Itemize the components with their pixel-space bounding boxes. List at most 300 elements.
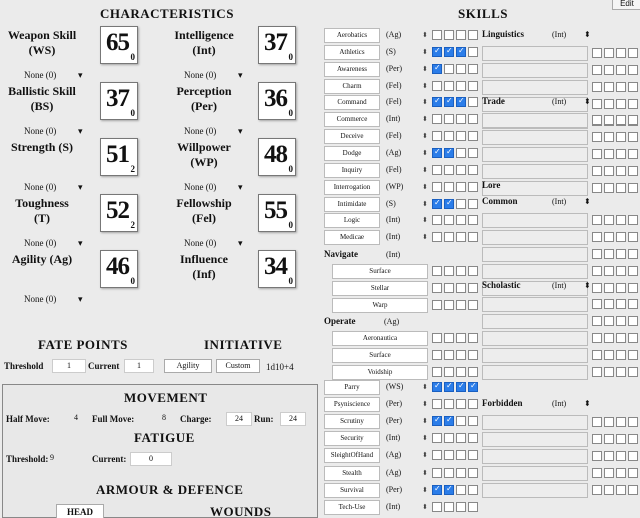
specialist-checkbox[interactable] xyxy=(616,82,626,92)
characteristic-value-box[interactable] xyxy=(100,250,138,288)
chevron-updown-icon[interactable]: ⬍ xyxy=(422,216,428,225)
chevron-updown-icon[interactable]: ⬍ xyxy=(422,383,428,391)
skill-checkbox[interactable] xyxy=(456,382,466,392)
navigate-sub-name[interactable]: Surface xyxy=(332,264,428,279)
advance-select[interactable]: None (0) xyxy=(184,70,217,80)
skill-characteristic[interactable]: (S) xyxy=(386,198,396,208)
skill-characteristic[interactable]: (WP) xyxy=(386,181,404,191)
skill-checkbox[interactable] xyxy=(468,485,478,495)
specialist-checkbox[interactable] xyxy=(592,149,602,159)
skill-checkbox[interactable] xyxy=(444,416,454,426)
specialist-checkbox[interactable] xyxy=(592,132,602,142)
advance-select[interactable]: None (0) xyxy=(184,182,217,192)
specialist-checkbox[interactable] xyxy=(604,299,614,309)
skill-checkbox[interactable] xyxy=(456,333,466,343)
chevron-updown-icon[interactable]: ⬍ xyxy=(584,97,591,106)
chevron-updown-icon[interactable]: ⬍ xyxy=(422,468,428,477)
skill-name[interactable]: Intimidate xyxy=(324,197,380,212)
skill-checkbox[interactable] xyxy=(468,450,478,460)
skill-checkbox[interactable] xyxy=(432,199,442,209)
skill-checkbox[interactable] xyxy=(468,433,478,443)
skill-characteristic[interactable]: (Per) xyxy=(386,399,402,409)
specialist-checkbox[interactable] xyxy=(604,82,614,92)
advance-select[interactable]: None (0) xyxy=(24,238,57,248)
chevron-updown-icon[interactable]: ⬍ xyxy=(584,197,591,206)
skill-checkbox[interactable] xyxy=(456,485,466,495)
specialist-checkbox[interactable] xyxy=(616,183,626,193)
chevron-updown-icon[interactable]: ⬍ xyxy=(422,31,428,39)
advance-select[interactable]: None (0) xyxy=(184,126,217,136)
skill-checkbox[interactable] xyxy=(432,450,442,460)
specialist-checkbox[interactable] xyxy=(628,333,638,343)
skill-checkbox[interactable] xyxy=(432,382,442,392)
specialist-checkbox[interactable] xyxy=(616,283,626,293)
specialist-checkbox[interactable] xyxy=(604,367,614,377)
skill-checkbox[interactable] xyxy=(468,283,478,293)
skill-characteristic[interactable]: (Per) xyxy=(386,484,402,494)
specialist-checkbox[interactable] xyxy=(616,485,626,495)
specialist-checkbox[interactable] xyxy=(604,48,614,58)
specialist-checkbox[interactable] xyxy=(592,299,602,309)
edit-button[interactable]: Edit xyxy=(612,0,640,10)
specialist-checkbox[interactable] xyxy=(604,183,614,193)
skill-checkbox[interactable] xyxy=(432,182,442,192)
specialist-entry[interactable] xyxy=(482,432,588,447)
chevron-updown-icon[interactable]: ⬍ xyxy=(584,281,591,290)
specialist-checkbox[interactable] xyxy=(592,350,602,360)
skill-checkbox[interactable] xyxy=(444,502,454,512)
specialist-checkbox[interactable] xyxy=(628,249,638,259)
skill-characteristic[interactable]: (S) xyxy=(386,46,396,56)
chevron-updown-icon[interactable]: ⬍ xyxy=(422,233,428,242)
chevron-updown-icon[interactable]: ⬍ xyxy=(422,199,428,208)
specialist-checkbox[interactable] xyxy=(628,367,638,377)
specialist-checkbox[interactable] xyxy=(616,417,626,427)
chevron-updown-icon[interactable]: ⬍ xyxy=(422,132,428,141)
fate-current-input[interactable]: 1 xyxy=(124,359,154,373)
fatigue-current-input[interactable]: 0 xyxy=(130,452,172,466)
skill-name[interactable]: Inquiry xyxy=(324,163,380,178)
specialist-entry[interactable] xyxy=(482,348,588,363)
skill-checkbox[interactable] xyxy=(456,416,466,426)
specialist-checkbox[interactable] xyxy=(628,485,638,495)
specialist-entry[interactable] xyxy=(482,466,588,481)
specialist-checkbox[interactable] xyxy=(592,82,602,92)
skill-characteristic[interactable]: (Per) xyxy=(386,416,402,426)
advance-dropdown-icon[interactable]: ▾ xyxy=(78,294,83,304)
skill-checkbox[interactable] xyxy=(444,300,454,310)
specialist-checkbox[interactable] xyxy=(628,183,638,193)
skill-checkbox[interactable] xyxy=(444,148,454,158)
skill-characteristic[interactable]: (Fel) xyxy=(386,131,402,141)
specialist-checkbox[interactable] xyxy=(616,115,626,125)
skill-checkbox[interactable] xyxy=(456,468,466,478)
skill-checkbox[interactable] xyxy=(468,266,478,276)
specialist-entry[interactable] xyxy=(482,113,588,128)
specialist-entry[interactable] xyxy=(482,80,588,95)
specialist-checkbox[interactable] xyxy=(604,149,614,159)
specialist-checkbox[interactable] xyxy=(628,451,638,461)
skill-name[interactable]: Scrutiny xyxy=(324,414,380,429)
advance-dropdown-icon[interactable]: ▾ xyxy=(238,70,243,80)
skill-characteristic[interactable]: (Ag) xyxy=(386,147,402,157)
operate-sub-name[interactable]: Voidship xyxy=(332,365,428,380)
specialist-checkbox[interactable] xyxy=(592,249,602,259)
specialist-checkbox[interactable] xyxy=(616,65,626,75)
specialist-checkbox[interactable] xyxy=(604,65,614,75)
chevron-updown-icon[interactable]: ⬍ xyxy=(422,148,428,157)
skill-checkbox[interactable] xyxy=(432,215,442,225)
characteristic-value-box[interactable] xyxy=(258,138,296,176)
specialist-entry[interactable] xyxy=(482,213,588,228)
specialist-checkbox[interactable] xyxy=(604,485,614,495)
skill-name[interactable]: Medicae xyxy=(324,230,380,245)
specialist-checkbox[interactable] xyxy=(628,149,638,159)
skill-checkbox[interactable] xyxy=(468,333,478,343)
specialist-checkbox[interactable] xyxy=(616,48,626,58)
skill-name[interactable]: Command xyxy=(324,95,380,110)
specialist-checkbox[interactable] xyxy=(628,232,638,242)
navigate-characteristic[interactable]: (Int) xyxy=(386,250,401,259)
chevron-updown-icon[interactable]: ⬍ xyxy=(422,417,428,426)
skill-checkbox[interactable] xyxy=(444,131,454,141)
skill-checkbox[interactable] xyxy=(456,283,466,293)
specialist-checkbox[interactable] xyxy=(604,350,614,360)
specialist-entry[interactable] xyxy=(482,230,588,245)
skill-checkbox[interactable] xyxy=(456,502,466,512)
skill-checkbox[interactable] xyxy=(432,333,442,343)
skill-characteristic[interactable]: (Int) xyxy=(386,215,401,225)
chevron-updown-icon[interactable]: ⬍ xyxy=(422,451,428,460)
head-button[interactable]: HEAD xyxy=(56,504,104,518)
skill-checkbox[interactable] xyxy=(468,502,478,512)
initiative-mode-select[interactable]: Custom xyxy=(216,359,260,373)
skill-name[interactable]: SleightOfHand xyxy=(324,448,380,463)
specialist-checkbox[interactable] xyxy=(592,183,602,193)
advance-dropdown-icon[interactable]: ▾ xyxy=(78,70,83,80)
skill-checkbox[interactable] xyxy=(444,433,454,443)
skill-checkbox[interactable] xyxy=(468,468,478,478)
specialist-checkbox[interactable] xyxy=(604,266,614,276)
specialist-checkbox[interactable] xyxy=(628,166,638,176)
specialist-entry[interactable] xyxy=(482,415,588,430)
skill-checkbox[interactable] xyxy=(456,215,466,225)
skill-checkbox[interactable] xyxy=(456,266,466,276)
specialist-checkbox[interactable] xyxy=(592,485,602,495)
specialist-checkbox[interactable] xyxy=(604,215,614,225)
skill-checkbox[interactable] xyxy=(468,64,478,74)
specialist-checkbox[interactable] xyxy=(604,333,614,343)
specialist-checkbox[interactable] xyxy=(628,283,638,293)
skill-name[interactable]: Commerce xyxy=(324,112,380,127)
skill-characteristic[interactable]: (Fel) xyxy=(386,164,402,174)
specialist-checkbox[interactable] xyxy=(616,249,626,259)
advance-select[interactable]: None (0) xyxy=(24,70,57,80)
skill-checkbox[interactable] xyxy=(456,433,466,443)
specialist-checkbox[interactable] xyxy=(604,468,614,478)
characteristic-value-box[interactable] xyxy=(258,26,296,64)
advance-select[interactable]: None (0) xyxy=(24,294,57,304)
characteristic-value-box[interactable] xyxy=(100,26,138,64)
specialist-checkbox[interactable] xyxy=(604,99,614,109)
specialist-checkbox[interactable] xyxy=(604,434,614,444)
advance-dropdown-icon[interactable]: ▾ xyxy=(78,238,83,248)
specialist-checkbox[interactable] xyxy=(628,99,638,109)
skill-checkbox[interactable] xyxy=(444,350,454,360)
skill-characteristic[interactable]: (Ag) xyxy=(386,450,402,460)
specialist-checkbox[interactable] xyxy=(628,266,638,276)
skill-checkbox[interactable] xyxy=(456,47,466,57)
specialist-checkbox[interactable] xyxy=(604,232,614,242)
specialist-checkbox[interactable] xyxy=(592,451,602,461)
specialist-checkbox[interactable] xyxy=(628,215,638,225)
chevron-updown-icon[interactable]: ⬍ xyxy=(584,30,591,39)
chevron-updown-icon[interactable]: ⬍ xyxy=(422,98,428,107)
specialist-checkbox[interactable] xyxy=(592,266,602,276)
skill-checkbox[interactable] xyxy=(444,199,454,209)
skill-name[interactable]: Interrogation xyxy=(324,180,380,195)
specialist-checkbox[interactable] xyxy=(616,451,626,461)
skill-checkbox[interactable] xyxy=(468,300,478,310)
specialist-entry[interactable] xyxy=(482,147,588,162)
skill-checkbox[interactable] xyxy=(456,64,466,74)
skill-checkbox[interactable] xyxy=(444,114,454,124)
skill-checkbox[interactable] xyxy=(468,148,478,158)
skill-checkbox[interactable] xyxy=(444,232,454,242)
skill-checkbox[interactable] xyxy=(444,485,454,495)
skill-checkbox[interactable] xyxy=(456,97,466,107)
specialist-checkbox[interactable] xyxy=(592,166,602,176)
skill-checkbox[interactable] xyxy=(456,399,466,409)
skill-checkbox[interactable] xyxy=(432,232,442,242)
skill-checkbox[interactable] xyxy=(456,367,466,377)
skill-name[interactable]: Psyniscience xyxy=(324,397,380,412)
skill-checkbox[interactable] xyxy=(468,47,478,57)
chevron-updown-icon[interactable]: ⬍ xyxy=(422,115,428,124)
specialist-checkbox[interactable] xyxy=(628,115,638,125)
skill-characteristic[interactable]: (Int) xyxy=(386,114,401,124)
chevron-updown-icon[interactable]: ⬍ xyxy=(422,47,428,56)
chevron-updown-icon[interactable]: ⬍ xyxy=(422,165,428,174)
specialist-checkbox[interactable] xyxy=(616,316,626,326)
skill-checkbox[interactable] xyxy=(456,182,466,192)
specialist-checkbox[interactable] xyxy=(592,99,602,109)
specialist-entry[interactable] xyxy=(482,449,588,464)
skill-checkbox[interactable] xyxy=(468,30,478,40)
chevron-updown-icon[interactable]: ⬍ xyxy=(422,434,428,443)
skill-checkbox[interactable] xyxy=(444,97,454,107)
specialist-entry[interactable] xyxy=(482,297,588,312)
specialist-checkbox[interactable] xyxy=(628,299,638,309)
forbidden-characteristic[interactable]: (Int) xyxy=(552,399,567,408)
skill-name[interactable]: Stealth xyxy=(324,466,380,481)
skill-characteristic[interactable]: (Int) xyxy=(386,501,401,511)
characteristic-value-box[interactable] xyxy=(100,194,138,232)
specialist-checkbox[interactable] xyxy=(604,316,614,326)
skill-checkbox[interactable] xyxy=(456,30,466,40)
specialist-checkbox[interactable] xyxy=(616,132,626,142)
skill-checkbox[interactable] xyxy=(456,131,466,141)
specialist-checkbox[interactable] xyxy=(616,232,626,242)
specialist-checkbox[interactable] xyxy=(628,350,638,360)
charge-input[interactable]: 24 xyxy=(226,412,252,426)
chevron-updown-icon[interactable]: ⬍ xyxy=(422,485,428,494)
navigate-sub-name[interactable]: Warp xyxy=(332,298,428,313)
skill-name[interactable]: Deceive xyxy=(324,129,380,144)
specialist-entry[interactable] xyxy=(482,314,588,329)
advance-select[interactable]: None (0) xyxy=(184,238,217,248)
specialist-checkbox[interactable] xyxy=(616,266,626,276)
specialist-checkbox[interactable] xyxy=(592,48,602,58)
specialist-checkbox[interactable] xyxy=(628,434,638,444)
skill-characteristic[interactable]: (Int) xyxy=(386,232,401,242)
characteristic-value-box[interactable] xyxy=(258,82,296,120)
skill-checkbox[interactable] xyxy=(444,30,454,40)
advance-select[interactable]: None (0) xyxy=(24,126,57,136)
skill-checkbox[interactable] xyxy=(444,399,454,409)
specialist-checkbox[interactable] xyxy=(628,65,638,75)
skill-checkbox[interactable] xyxy=(456,148,466,158)
advance-dropdown-icon[interactable]: ▾ xyxy=(238,238,243,248)
fate-threshold-input[interactable]: 1 xyxy=(52,359,86,373)
chevron-updown-icon[interactable]: ⬍ xyxy=(422,502,428,511)
specialist-checkbox[interactable] xyxy=(616,299,626,309)
skill-name[interactable]: Security xyxy=(324,431,380,446)
specialist-entry[interactable] xyxy=(482,46,588,61)
skill-checkbox[interactable] xyxy=(456,114,466,124)
skill-checkbox[interactable] xyxy=(444,165,454,175)
specialist-checkbox[interactable] xyxy=(592,434,602,444)
skill-name[interactable]: Charm xyxy=(324,79,380,94)
skill-checkbox[interactable] xyxy=(456,350,466,360)
skill-checkbox[interactable] xyxy=(432,485,442,495)
specialist-checkbox[interactable] xyxy=(604,283,614,293)
skill-name[interactable]: Awareness xyxy=(324,62,380,77)
skill-checkbox[interactable] xyxy=(456,300,466,310)
skill-characteristic[interactable]: (Int) xyxy=(386,433,401,443)
skill-checkbox[interactable] xyxy=(432,64,442,74)
skill-characteristic[interactable]: (WS) xyxy=(386,382,404,391)
operate-characteristic[interactable]: (Ag) xyxy=(384,317,400,326)
skill-checkbox[interactable] xyxy=(432,30,442,40)
specialist-checkbox[interactable] xyxy=(628,316,638,326)
skill-checkbox[interactable] xyxy=(456,232,466,242)
specialist-checkbox[interactable] xyxy=(616,166,626,176)
specialist-checkbox[interactable] xyxy=(616,149,626,159)
specialist-checkbox[interactable] xyxy=(628,417,638,427)
specialist-checkbox[interactable] xyxy=(604,249,614,259)
skill-checkbox[interactable] xyxy=(468,232,478,242)
skill-characteristic[interactable]: (Fel) xyxy=(386,80,402,90)
chevron-updown-icon[interactable]: ⬍ xyxy=(422,400,428,409)
skill-characteristic[interactable]: (Ag) xyxy=(386,30,402,39)
run-input[interactable]: 24 xyxy=(280,412,306,426)
specialist-entry[interactable] xyxy=(482,331,588,346)
skill-checkbox[interactable] xyxy=(444,382,454,392)
skill-checkbox[interactable] xyxy=(468,215,478,225)
skill-name[interactable]: Aerobatics xyxy=(324,28,380,43)
skill-checkbox[interactable] xyxy=(444,450,454,460)
specialist-checkbox[interactable] xyxy=(604,132,614,142)
skill-checkbox[interactable] xyxy=(444,81,454,91)
skill-checkbox[interactable] xyxy=(432,165,442,175)
specialist-entry[interactable] xyxy=(482,483,588,498)
specialist-entry[interactable] xyxy=(482,247,588,262)
skill-characteristic[interactable]: (Ag) xyxy=(386,467,402,477)
specialist-checkbox[interactable] xyxy=(604,166,614,176)
skill-checkbox[interactable] xyxy=(468,165,478,175)
characteristic-value-box[interactable] xyxy=(258,194,296,232)
skill-characteristic[interactable]: (Fel) xyxy=(386,97,402,107)
specialist-checkbox[interactable] xyxy=(616,215,626,225)
common-characteristic[interactable]: (Int) xyxy=(552,197,567,206)
characteristic-value-box[interactable] xyxy=(100,138,138,176)
skill-checkbox[interactable] xyxy=(444,283,454,293)
specialist-checkbox[interactable] xyxy=(592,333,602,343)
specialist-entry[interactable] xyxy=(482,264,588,279)
linguistics-characteristic[interactable]: (Int) xyxy=(552,30,567,39)
characteristic-value-box[interactable] xyxy=(100,82,138,120)
scholastic-characteristic[interactable]: (Int) xyxy=(552,281,567,290)
operate-sub-name[interactable]: Aeronautica xyxy=(332,331,428,346)
advance-dropdown-icon[interactable]: ▾ xyxy=(238,182,243,192)
specialist-checkbox[interactable] xyxy=(592,316,602,326)
skill-checkbox[interactable] xyxy=(444,182,454,192)
skill-checkbox[interactable] xyxy=(432,114,442,124)
skill-checkbox[interactable] xyxy=(432,131,442,141)
skill-checkbox[interactable] xyxy=(432,148,442,158)
skill-checkbox[interactable] xyxy=(444,333,454,343)
skill-name[interactable]: Tech-Use xyxy=(324,500,380,515)
advance-dropdown-icon[interactable]: ▾ xyxy=(78,126,83,136)
skill-checkbox[interactable] xyxy=(444,367,454,377)
skill-checkbox[interactable] xyxy=(432,416,442,426)
skill-checkbox[interactable] xyxy=(432,47,442,57)
skill-checkbox[interactable] xyxy=(468,114,478,124)
skill-checkbox[interactable] xyxy=(432,367,442,377)
skill-checkbox[interactable] xyxy=(468,416,478,426)
skill-name[interactable]: Dodge xyxy=(324,146,380,161)
skill-checkbox[interactable] xyxy=(456,450,466,460)
specialist-checkbox[interactable] xyxy=(616,434,626,444)
skill-checkbox[interactable] xyxy=(432,433,442,443)
skill-checkbox[interactable] xyxy=(444,64,454,74)
skill-checkbox[interactable] xyxy=(468,182,478,192)
specialist-checkbox[interactable] xyxy=(604,451,614,461)
skill-name[interactable]: Athletics xyxy=(324,45,380,60)
skill-checkbox[interactable] xyxy=(432,502,442,512)
advance-dropdown-icon[interactable]: ▾ xyxy=(238,126,243,136)
specialist-checkbox[interactable] xyxy=(628,82,638,92)
specialist-checkbox[interactable] xyxy=(592,367,602,377)
chevron-updown-icon[interactable]: ⬍ xyxy=(422,81,428,90)
specialist-checkbox[interactable] xyxy=(604,115,614,125)
specialist-checkbox[interactable] xyxy=(616,350,626,360)
advance-dropdown-icon[interactable]: ▾ xyxy=(78,182,83,192)
chevron-updown-icon[interactable]: ⬍ xyxy=(584,399,591,408)
navigate-sub-name[interactable]: Stellar xyxy=(332,281,428,296)
skill-checkbox[interactable] xyxy=(468,97,478,107)
skill-checkbox[interactable] xyxy=(444,215,454,225)
specialist-checkbox[interactable] xyxy=(592,65,602,75)
skill-checkbox[interactable] xyxy=(432,350,442,360)
specialist-checkbox[interactable] xyxy=(592,283,602,293)
skill-checkbox[interactable] xyxy=(432,399,442,409)
skill-checkbox[interactable] xyxy=(444,266,454,276)
skill-name[interactable]: Logic xyxy=(324,213,380,228)
skill-name[interactable]: Parry xyxy=(324,380,380,395)
specialist-checkbox[interactable] xyxy=(616,468,626,478)
